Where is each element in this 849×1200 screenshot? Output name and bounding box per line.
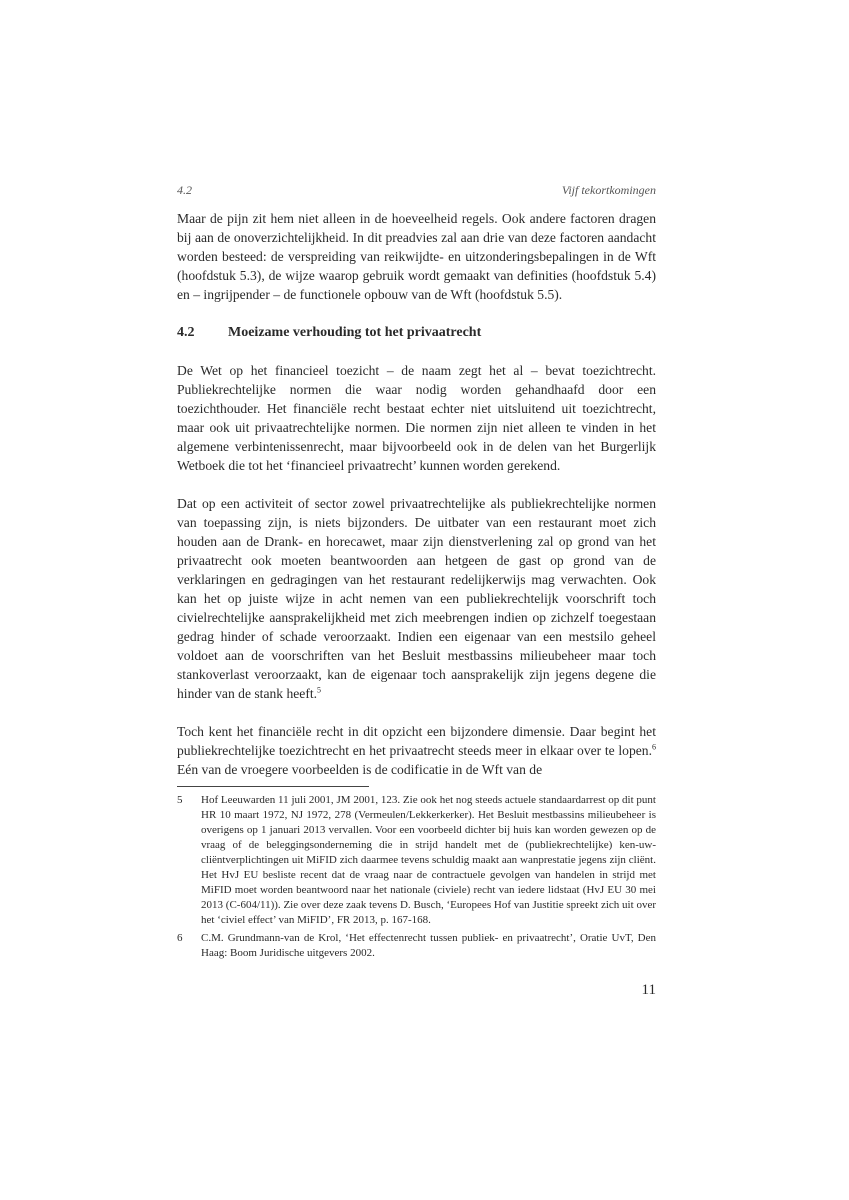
paragraph-dimension [177, 722, 656, 779]
footnote-text: C.M. Grundmann-van de Krol, ‘Het effectenrecht tussen publiek- en privaatrecht’, Oratie UvT, Den Haag: Boom Juridische uitgevers 2002. [201, 932, 656, 959]
footnotes [177, 793, 656, 964]
footnote-ref-5[interactable]: 5 [317, 685, 322, 695]
paragraph-restaurant-text: Dat op een activiteit of sector zowel privaatrechtelijke als publiekrechtelijke normen van toepassing zijn, is niets bijzonders. De uitbater van een restaurant moet zich houden aan de Drank- en horecawet, maar zijn dienstverlening zal op grond van het privaatrecht ook moeten beantwoorden aan hetgeen de gast op grond van de verklaringen en gedragingen van het restaurant redelijkerwijs mag verwachten. Ook kan het op juiste wijze in acht nemen van een publiekrechtelijk voorschrift toch civielrechtelijke aansprakelijkheid met zich meebrengen indien op zichzelf toegestaan gedrag hinder of schade veroorzaakt. Indien een eigenaar van een mestsilo geheel voldoet aan de voorschriften van het Besluit mestbassins milieubeheer maar toch stankoverlast veroorzaakt, kan de eigenaar toch aansprakelijk zijn jegens degene die hinder van de stank heeft. [177, 496, 656, 701]
running-head [177, 183, 656, 198]
paragraph-restaurant [177, 494, 656, 703]
footnote-number: 6 [177, 932, 183, 944]
paragraph-intro: Maar de pijn zit hem niet alleen in de hoeveelheid regels. Ook andere factoren dragen bij aan de onoverzichtelijkheid. In dit preadvies zal aan drie van deze factoren aandacht worden besteed: de verspreiding van reikwijdte- en uitzonderingsbepalingen in de Wft (hoofdstuk 5.3), de wijze waarop gebruik wordt gemaakt van definities (hoofdstuk 5.4) en – ingrijpender – de functionele opbouw van de Wft (hoofdstuk 5.5). [177, 211, 656, 302]
footnote-5 [177, 793, 656, 928]
paragraph-dimension-text-b: Eén van de vroegere voorbeelden is de codificatie in de Wft van de [177, 762, 543, 777]
footnote-number: 5 [177, 794, 183, 806]
paragraph-dimension-text-a: Toch kent het financiële recht in dit opzicht een bijzondere dimensie. Daar begint het publiekrechtelijke toezichtrecht en het privaatrecht steeds meer in elkaar over te lopen. [177, 724, 656, 758]
footnote-divider [177, 786, 369, 787]
paragraph-wft: De Wet op het financieel toezicht – de naam zegt het al – bevat toezichtrecht. Publiekrechtelijke normen die waar nodig worden gehandhaafd door een toezichthouder. Het financiële recht bestaat echter niet uitsluitend uit toezichtrecht, maar ook uit privaatrechtelijke normen. Die normen zijn niet alleen te vinden in het algemene verbintenissenrecht, maar bijvoorbeeld ook in de delen van het Burgerlijk Wetboek die tot het ‘financieel privaatrecht’ kunnen worden gerekend. [177, 363, 656, 473]
footnote-6 [177, 931, 656, 961]
body-text [177, 209, 656, 779]
section-number: 4.2 [177, 325, 195, 340]
running-head-section: 4.2 [177, 183, 192, 197]
page-number: 11 [641, 982, 656, 998]
footnote-ref-6[interactable]: 6 [652, 742, 656, 752]
section-heading [177, 323, 656, 342]
footnote-text: Hof Leeuwarden 11 juli 2001, JM 2001, 123. Zie ook het nog steeds actuele standaardarrest op dit punt HR 10 maart 1972, NJ 1972, 278 (Vermeulen/Lekkerkerker). Het Besluit mestbassins milieubeheer is overigens op 1 januari 2013 vervallen. Voor een voorbeeld dichter bij huis kan worden gewezen op de vraag of de beleggingsonderneming die in strijd handelt met de (publiekrechtelijke) ken-uw-cliëntverplichtingen uit MiFID zich daarmee tevens schuldig maakt aan wanprestatie jegens zijn cliënt. Het HvJ EU besliste recent dat de vraag naar de contractuele gevolgen van handelen in strijd met MiFID moet worden beantwoord naar het nationale (civiele) recht van iedere lidstaat (HvJ EU 30 mei 2013 (C-604/11)). Zie over deze zaak tevens D. Busch, ‘Europees Hof van Justitie spreekt zich uit over het ‘civiel effect’ van MiFID’, FR 2013, p. 167-168. [201, 794, 656, 926]
running-head-chapter-title: Vijf tekortkomingen [561, 183, 656, 197]
section-title: Moeizame verhouding tot het privaatrecht [228, 325, 482, 340]
